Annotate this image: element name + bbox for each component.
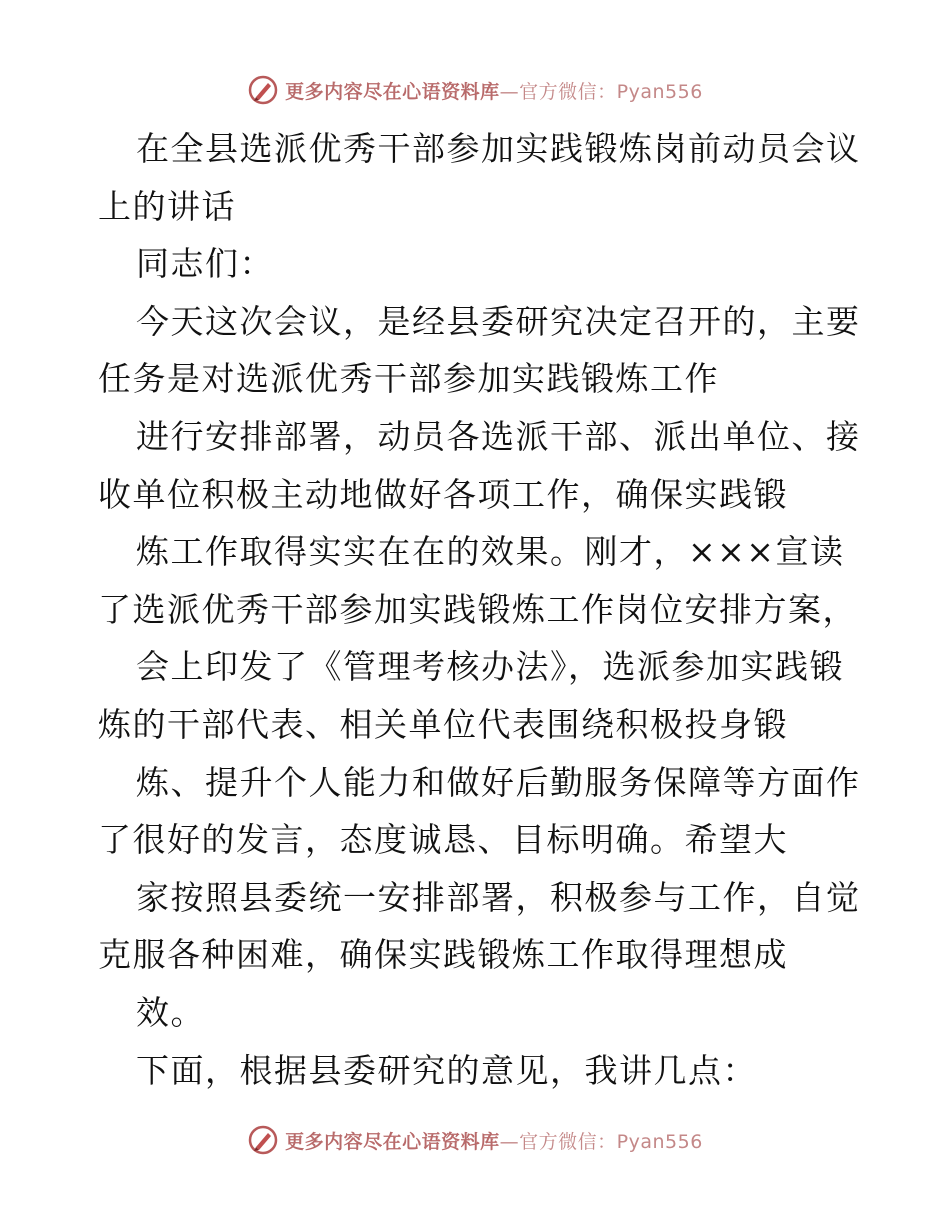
text-line: 会上印发了《管理考核办法》，选派参加实践锻 — [136, 647, 844, 687]
watermark-text — [285, 1127, 703, 1154]
text-line: 炼工作取得实实在在的效果。刚才，×××宣读 — [136, 532, 845, 572]
watermark-main: 更多内容尽在心语资料库 — [285, 80, 500, 103]
watermark-text — [285, 77, 703, 104]
pen-logo-icon — [247, 74, 279, 106]
watermark-dash: — — [499, 1130, 520, 1153]
text-line: 了很好的发言，态度诚恳、目标明确。希望大 — [98, 820, 788, 860]
text-line: 上的讲话 — [98, 186, 236, 226]
text-line: 在全县选派优秀干部参加实践锻炼岗前动员会议 — [136, 129, 861, 168]
text-line: 家按照县委统一安排部署，积极参与工作，自觉 — [136, 877, 861, 917]
watermark-banner-top — [0, 70, 950, 110]
text-line: 克服各种困难，确保实践锻炼工作取得理想成 — [98, 935, 788, 975]
watermark-contact: 官方微信：Pyan556 — [519, 1130, 703, 1153]
text-line: 同志们： — [136, 244, 274, 284]
watermark-main: 更多内容尽在心语资料库 — [285, 1130, 500, 1153]
document-body — [98, 120, 861, 1099]
pen-logo-icon — [247, 1124, 279, 1156]
text-line: 了选派优秀干部参加实践锻炼工作岗位安排方案， — [98, 589, 857, 629]
text-line: 炼的干部代表、相关单位代表围绕积极投身锻 — [98, 704, 788, 744]
watermark-contact: 官方微信：Pyan556 — [519, 80, 703, 103]
text-line: 炼、提升个人能力和做好后勤服务保障等方面作 — [136, 762, 861, 802]
text-line: 收单位积极主动地做好各项工作，确保实践锻 — [98, 474, 788, 514]
text-line: 进行安排部署，动员各选派干部、派出单位、接 — [136, 416, 861, 456]
watermark-dash: — — [499, 80, 520, 103]
text-line: 下面，根据县委研究的意见，我讲几点： — [136, 1050, 757, 1090]
text-line: 效。 — [136, 992, 205, 1032]
text-line: 今天这次会议，是经县委研究决定召开的，主要 — [136, 301, 861, 341]
watermark-banner-bottom — [0, 1120, 950, 1160]
text-line: 任务是对选派优秀干部参加实践锻炼工作 — [98, 359, 719, 399]
